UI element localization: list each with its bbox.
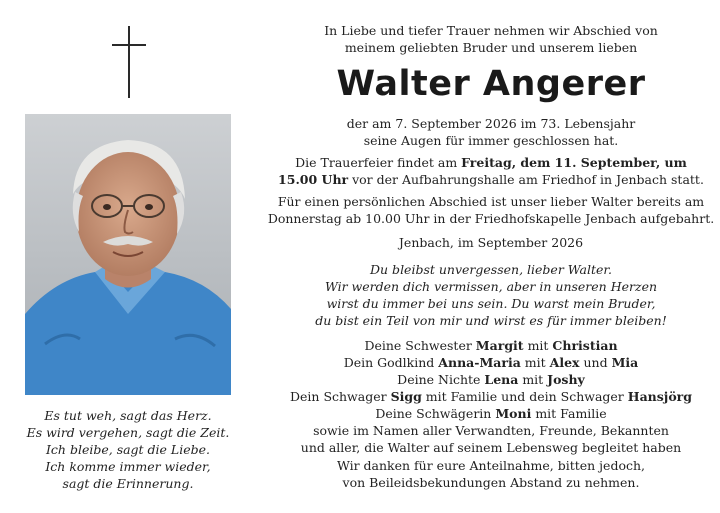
intro-line: meinem geliebten Bruder und unserem lieben [344,40,638,55]
farewell-line: Für einen persönlichen Abschied ist unser lieber Walter bereits am [277,194,705,209]
cross-icon [112,26,146,98]
funeral-time: 15.00 Uhr [278,172,349,187]
death-notice [262,115,720,149]
thanks-line: Wir danken für eure Anteilnahme, bitten jedoch, [336,458,646,473]
funeral-date: Freitag, dem 11. September, um [461,155,687,170]
mourner-line: sowie im Namen aller Verwandten, Freunde, Bekannten [313,423,669,438]
deceased-name: Walter Angerer [336,64,646,104]
poem-line: Es tut weh, sagt das Herz. [44,408,212,423]
mourner-line: Deine Nichte Lena mit Joshy [397,372,585,387]
portrait-photo [25,114,231,395]
quote-line: du bist ein Teil von mir und wirst es für immer bleiben! [315,313,667,328]
quote-line: Du bleibst unvergessen, lieber Walter. [370,262,612,277]
farewell-notice [262,193,720,227]
poem-line: Es wird vergehen, sagt die Zeit. [26,425,230,440]
poem-line: sagt die Erinnerung. [62,476,194,491]
funeral-suffix: vor der Aufbahrungshalle am Friedhof in Jenbach statt. [348,172,704,187]
intro-text [262,22,720,56]
place-date: Jenbach, im September 2026 [398,235,584,250]
intro-line: In Liebe und tiefer Trauer nehmen wir Abschied von [324,23,658,38]
funeral-prefix: Die Trauerfeier findet am [295,155,462,170]
poem-line: Ich bleibe, sagt die Liebe. [45,442,210,457]
thanks-note [262,457,720,491]
thanks-line: von Beileidsbekundungen Abstand zu nehmen. [342,475,640,490]
poem [0,407,256,492]
mourner-line: Deine Schwester Margit mit Christian [364,338,618,353]
poem-line: Ich komme immer wieder, [45,459,211,474]
death-line: der am 7. September 2026 im 73. Lebensjahr [346,116,636,131]
quote-line: Wir werden dich vermissen, aber in unseren Herzen [324,279,658,294]
mourner-line: Dein Schwager Sigg mit Familie und dein Schwager Hansjörg [290,389,692,404]
mourner-line: und aller, die Walter auf seinem Lebensweg begleitet haben [300,440,682,455]
farewell-line: Donnerstag ab 10.00 Uhr in der Friedhofskapelle Jenbach aufgebahrt. [267,211,715,226]
mourners-list [262,337,720,456]
left-column [0,0,256,513]
funeral-notice [262,154,720,188]
mourner-line: Deine Schwägerin Moni mit Familie [375,406,607,421]
quote-line: wirst du immer bei uns sein. Du warst mein Bruder, [326,296,656,311]
memorial-quote [262,261,720,329]
mourner-line: Dein Godlkind Anna-Maria mit Alex und Mia [343,355,639,370]
death-line: seine Augen für immer geschlossen hat. [363,133,619,148]
